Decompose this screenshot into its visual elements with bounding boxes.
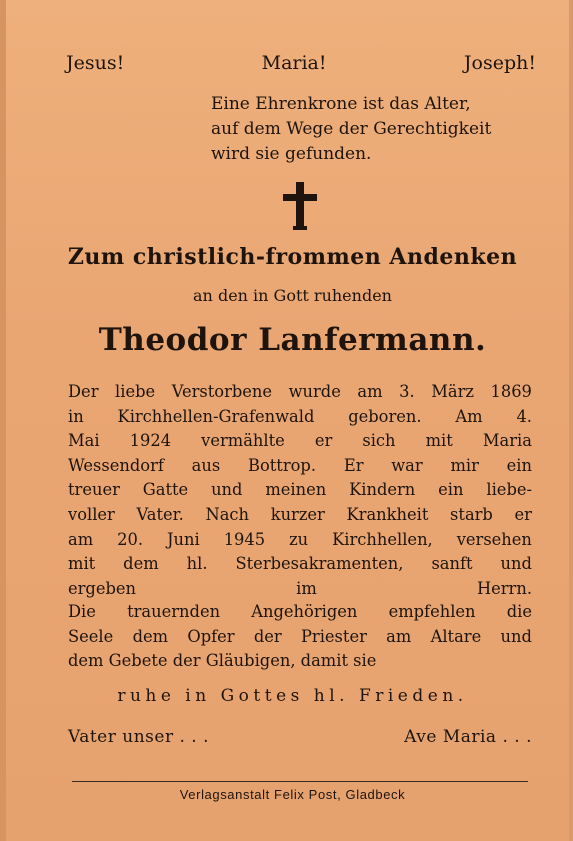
invocation-joseph: Joseph! bbox=[463, 52, 536, 74]
invocation-jesus: Jesus! bbox=[66, 52, 125, 74]
publisher-imprint: Verlagsanstalt Felix Post, Gladbeck bbox=[179, 787, 406, 802]
memorial-heading: Zum christlich-frommen Andenken bbox=[67, 244, 518, 270]
divider-rule bbox=[72, 781, 528, 782]
peace-line: ruhe in Gottes hl. Frieden. bbox=[117, 686, 468, 706]
closing-our-father: Vater unser . . . bbox=[68, 727, 210, 747]
biography-line: mit dem hl. Sterbesakramenten, sanft und bbox=[68, 554, 532, 574]
invocations bbox=[66, 52, 536, 74]
memorial-subheading: an den in Gott ruhenden bbox=[193, 286, 392, 305]
prayer-line: Die trauernden Angehörigen empfehlen die bbox=[68, 602, 532, 621]
motto-line: wird sie gefunden. bbox=[211, 144, 372, 164]
biography bbox=[68, 380, 532, 601]
closing-prayers bbox=[68, 727, 532, 747]
deceased-name: Theodor Lanfermann. bbox=[98, 322, 487, 358]
biography-line: Wessendorf aus Bottrop. Er war mir ein bbox=[68, 455, 532, 475]
biography-line: am 20. Juni 1945 zu Kirchhellen, versehen bbox=[68, 529, 532, 549]
closing-hail-mary: Ave Maria . . . bbox=[404, 727, 532, 747]
biography-line: ergeben im Herrn. bbox=[68, 578, 532, 598]
biography-line: treuer Gatte und meinen Kindern ein liebe- bbox=[68, 480, 532, 500]
motto-verse bbox=[211, 92, 541, 167]
invocation-maria: Maria! bbox=[261, 52, 327, 74]
biography-line: voller Vater. Nach kurzer Krankheit starb er bbox=[68, 504, 532, 524]
biography-line: Mai 1924 vermählte er sich mit Maria bbox=[68, 431, 532, 451]
prayer-line: dem Gebete der Gläubigen, damit sie bbox=[68, 651, 377, 671]
motto-line: auf dem Wege der Gerechtigkeit bbox=[211, 119, 492, 139]
prayer-line: Seele dem Opfer der Priester am Altare und bbox=[68, 626, 532, 646]
biography-line: in Kirchhellen-Grafenwald geboren. Am 4. bbox=[68, 406, 532, 426]
latin-cross-icon bbox=[282, 182, 318, 230]
motto-line: Eine Ehrenkrone ist das Alter, bbox=[211, 94, 471, 114]
biography-line: Der liebe Verstorbene wurde am 3. März 1869 bbox=[68, 382, 532, 401]
prayer-request bbox=[68, 600, 532, 674]
